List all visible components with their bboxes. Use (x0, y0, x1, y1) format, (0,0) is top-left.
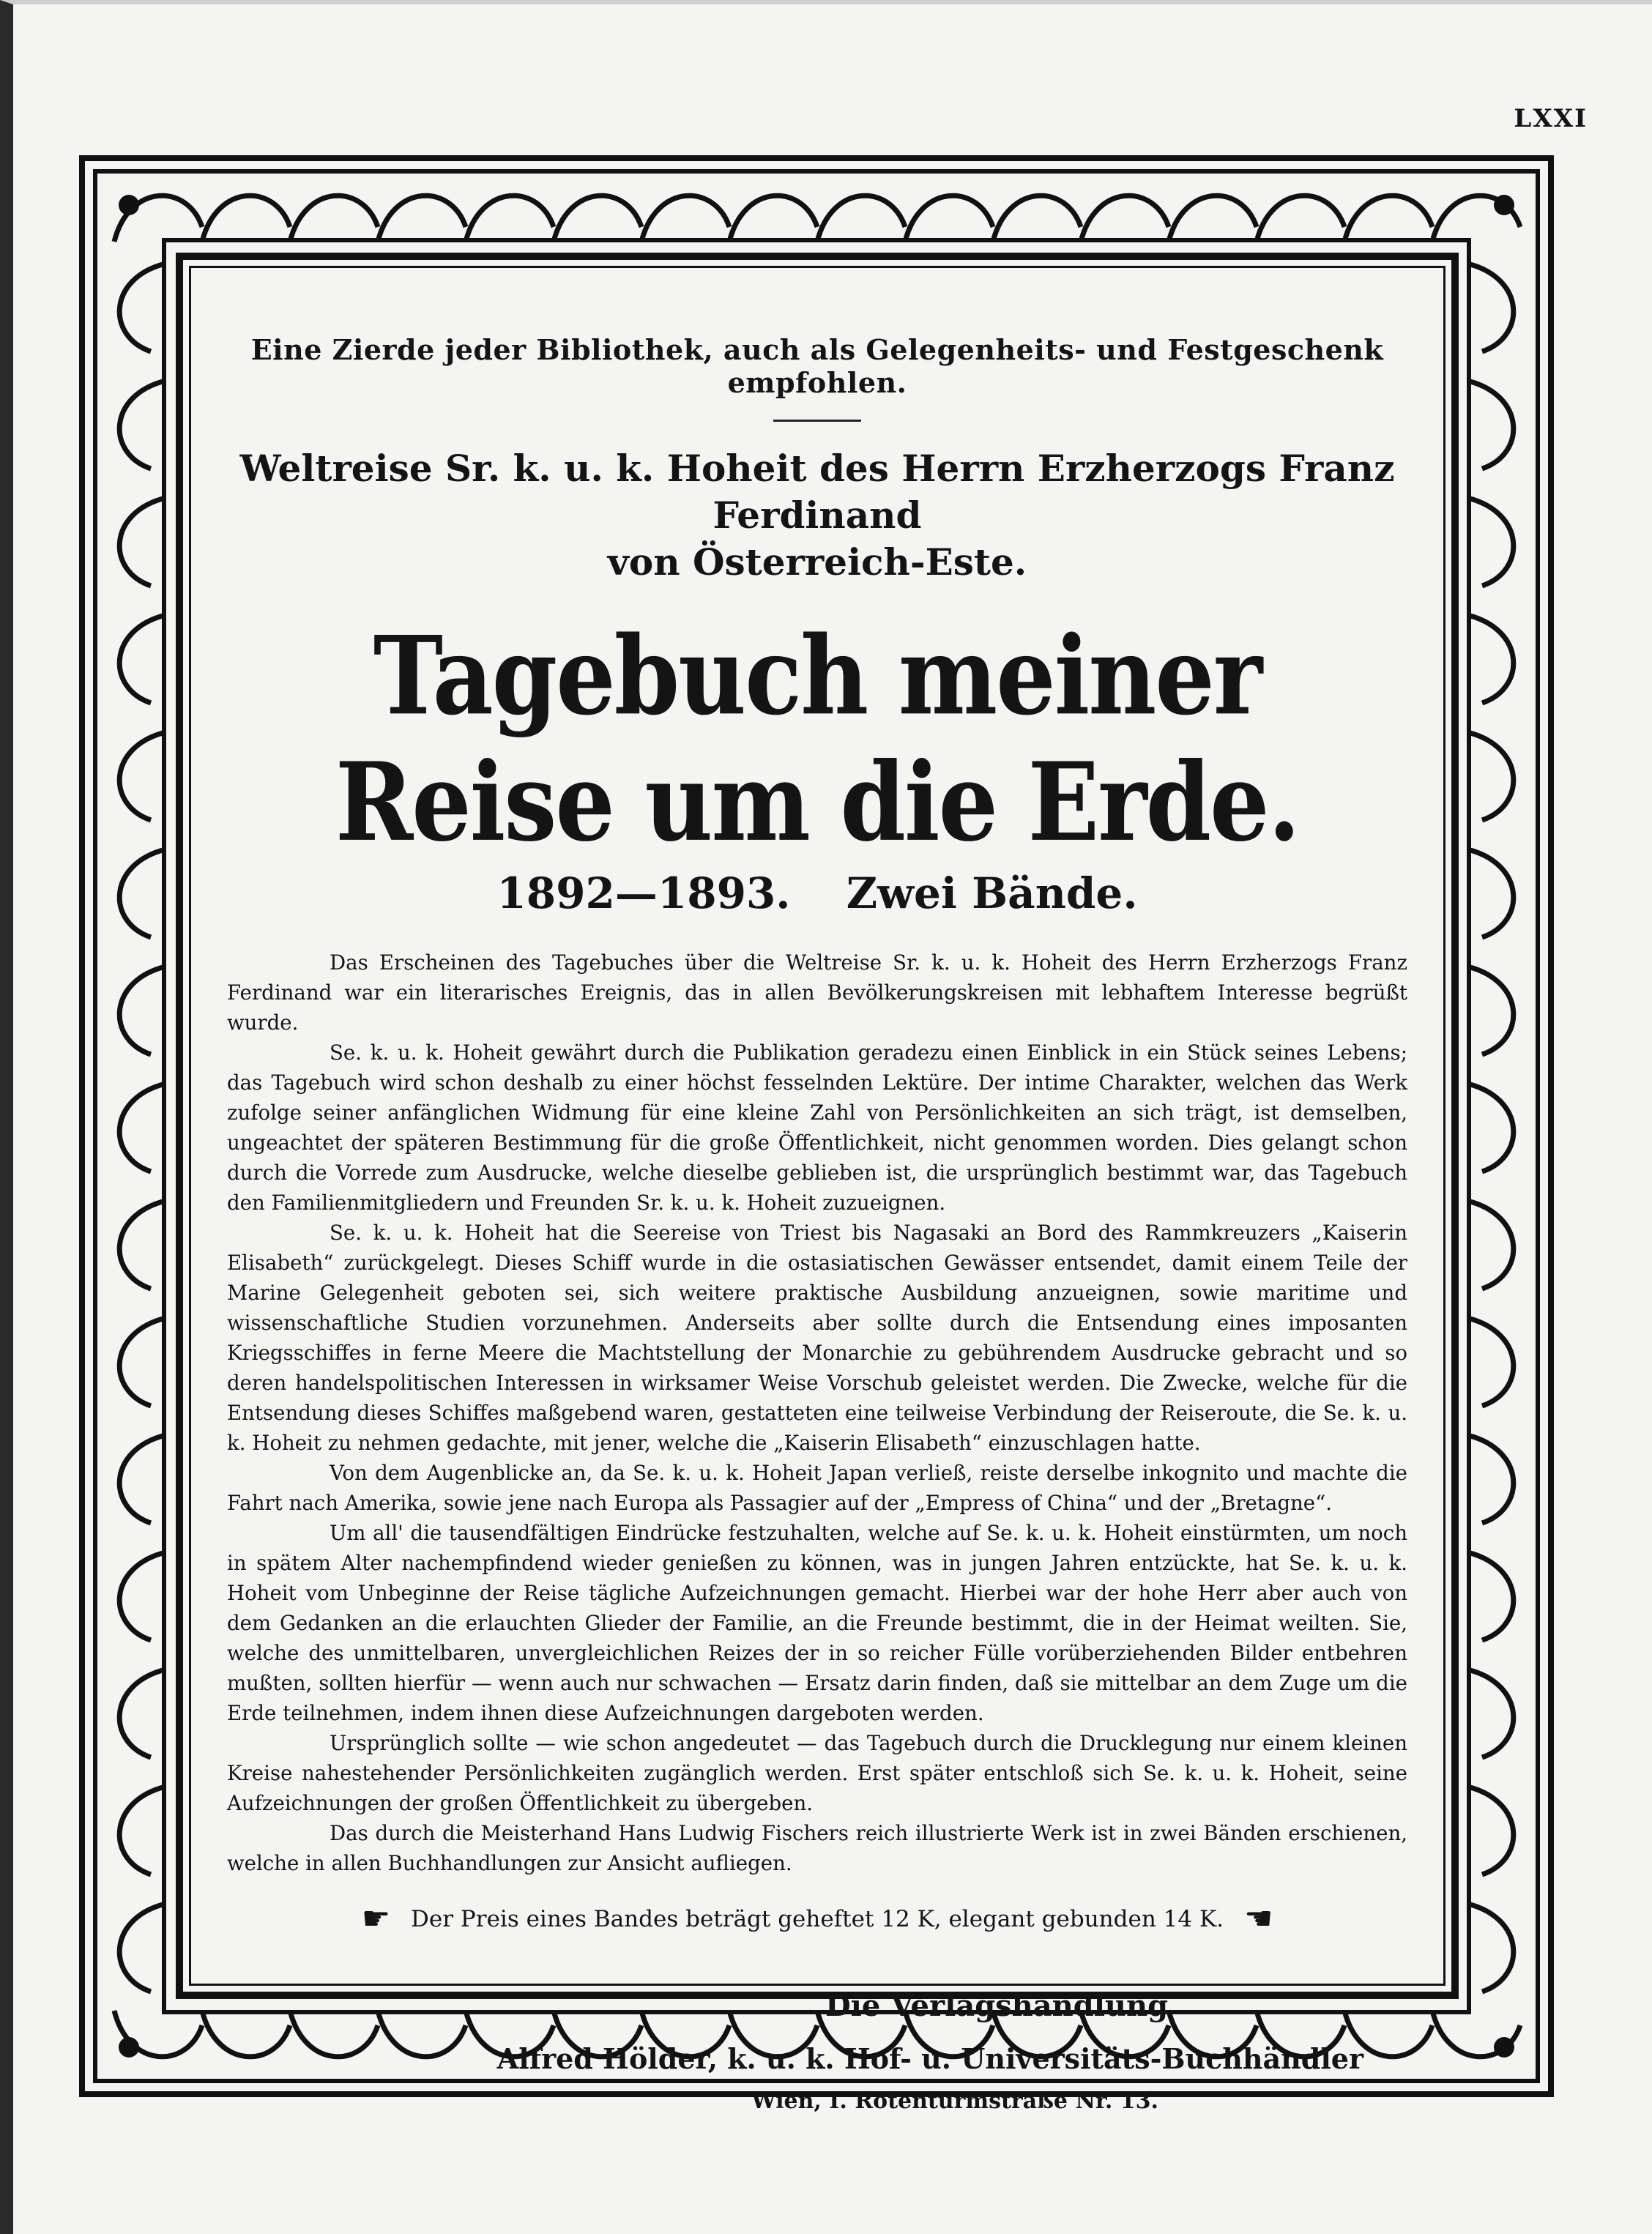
subtitle-line-2: von Österreich-Este. (607, 540, 1027, 584)
pointing-hand-right-icon: ☛ (1243, 1900, 1273, 1937)
advertisement-panel (176, 253, 1459, 2114)
paragraph: Das Erscheinen des Tagebuches über die Weltreise Sr. k. u. k. Hoheit des Herrn Erzherzogs Franz Ferdinand war ein literarisches Ereignis, das in allen Bevölkerungskreisen mit lebhaftem Interesse begrüßt wurde. (227, 950, 1407, 1035)
page-number: LXXI (1514, 104, 1588, 133)
years: 1892—1893. (496, 868, 791, 918)
paragraph: Das durch die Meisterhand Hans Ludwig Fischers reich illustrierte Werk ist in zwei Bänden erschienen, welche in allen Buchhandlungen zur Ansicht aufliegen. (227, 1821, 1407, 1875)
subtitle-line-1: Weltreise Sr. k. u. k. Hoheit des Herrn Erzherzogs Franz Ferdinand (239, 447, 1395, 537)
publisher-name: Alfred Hölder, k. u. k. Hof- u. Universitäts-Buchhändler (496, 2042, 1363, 2075)
paragraph: Se. k. u. k. Hoheit hat die Seereise von Triest bis Nagasaki an Bord des Rammkreuzers „Kaiserin Elisabeth“ zurückgelegt. Dieses Schiff wurde in die ostasiatischen Gewässer entsendet, damit einem Teile der Marine Gelegenheit geboten sei, sich weitere praktische Ausbildung anzueignen, sowie maritime und wissenschaftliche Studien vorzunehmen. Anderseits aber sollte durch die Entsendung eines imposanten Kriegsschiffes in ferne Meere die Machtstellung der Monarchie zu gebührendem Ausdrucke gebracht und so deren handelspolitischen Interessen in wirksamer Weise Vorschub geleistet werden. Die Zwecke, welche für die Entsendung dieses Schiffes maßgebend waren, gestatteten eine teilweise Verbindung der Reiseroute, die Se. k. u. k. Hoheit zu nehmen gedachte, mit jener, welche die „Kaiserin Elisabeth“ einzuschlagen hatte. (227, 1221, 1407, 1455)
publisher-block (220, 1989, 1415, 2114)
tagline: Eine Zierde jeder Bibliothek, auch als Gelegenheits- und Festgeschenk empfohlen. (250, 333, 1384, 399)
price-text: Der Preis eines Bandes beträgt geheftet 12 K, elegant gebunden 14 K. (411, 1906, 1224, 1932)
volumes: Zwei Bände. (846, 868, 1138, 918)
paragraph: Se. k. u. k. Hoheit gewährt durch die Publikation geradezu einen Einblick in ein Stück seines Lebens; das Tagebuch wird schon deshalb zu einer höchst fesselnden Lektüre. Der intime Charakter, welchen das Werk zufolge seiner anfänglichen Widmung für eine kleine Zahl von Persönlichkeiten an sich trägt, ist demselben, ungeachtet der späteren Bestimmung für die große Öffentlichkeit, nicht genommen worden. Dies gelangt schon durch die Vorrede zum Ausdrucke, welche dieselbe geblieben ist, die ursprünglich bestimmt war, das Tagebuch den Familienmitgliedern und Freunden Sr. k. u. k. Hoheit zuzueignen. (227, 1040, 1407, 1215)
advertisement-content (220, 304, 1415, 2114)
paragraph: Um all' die tausendfältigen Eindrücke festzuhalten, welche auf Se. k. u. k. Hoheit einstürmten, um noch in spätem Alter nachempfindend wieder genießen zu können, was in jungen Jahren entzückte, hat Se. k. u. k. Hoheit vom Unbeginne der Reise tägliche Aufzeichnungen gemacht. Hierbei war der hohe Herr aber auch von dem Gedanken an die erlauchten Glieder der Familie, an die Freunde bestimmt, die in der Heimat weilten. Sie, welche des unmittelbaren, unvergleichlichen Reizes der in so reicher Fülle vorüberziehenden Bilder entbehren mußten, sollten hierfür — wenn auch nur schwachen — Ersatz darin finden, daß sie mittelbar an dem Zuge um die Erde teilnehmen, indem ihnen diese Aufzeichnungen dargeboten werden. (227, 1521, 1407, 1725)
edition-line (220, 868, 1415, 918)
book-title: Tagebuch meiner Reise um die Erde. (335, 613, 1300, 866)
body-text (220, 947, 1415, 1878)
price-line (220, 1900, 1415, 1937)
paragraph: Von dem Augenblicke an, da Se. k. u. k. Hoheit Japan verließ, reiste derselbe inkognito und machte die Fahrt nach Amerika, sowie jene nach Europa als Passagier auf der „Empress of China“ und der „Bretagne“. (227, 1461, 1407, 1515)
paragraph: Ursprünglich sollte — wie schon angedeutet — das Tagebuch durch die Drucklegung nur einem kleinen Kreise nahestehender Persönlichkeiten zugänglich werden. Erst später entschloß sich Se. k. u. k. Hoheit, seine Aufzeichnungen der großen Öffentlichkeit zu übergeben. (227, 1731, 1407, 1815)
publisher-address: Wien, I. Rotenturmstraße Nr. 13. (751, 2088, 1158, 2114)
pointing-hand-left-icon: ☛ (361, 1900, 391, 1937)
publisher-heading: Die Verlagshandlung (825, 1989, 1169, 2023)
divider (773, 420, 861, 422)
